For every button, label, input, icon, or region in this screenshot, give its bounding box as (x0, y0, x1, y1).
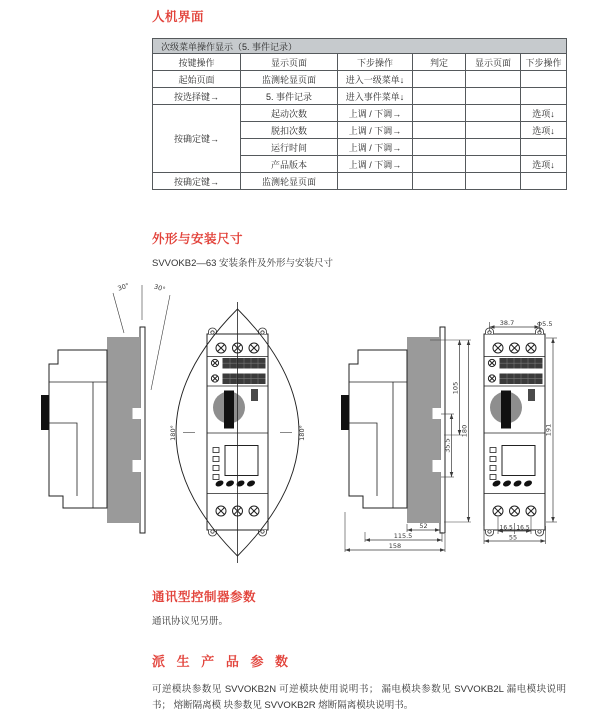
table-cell: 按确定键→ (153, 105, 241, 173)
dim-label: Φ5.5 (537, 320, 553, 328)
table-cell (413, 139, 466, 156)
table-cell (521, 173, 567, 190)
table-cell: 脱扣次数 (241, 122, 338, 139)
section-title-comm-params: 通讯型控制器参数 (152, 590, 257, 604)
table-cell (466, 105, 521, 122)
col-header: 下步操作 (338, 54, 413, 71)
table-cell (466, 88, 521, 105)
angle-label: 180° (169, 425, 177, 441)
table-cell: 上调 / 下调→ (338, 122, 413, 139)
dim-label: 55 (508, 533, 518, 542)
table-cell: 起动次数 (241, 105, 338, 122)
comm-protocol-note: 通讯协议见另册。 (152, 616, 229, 627)
dim-label: 158 (388, 542, 402, 550)
table-cell: 产品版本 (241, 156, 338, 173)
derived-products-paragraph: 可逆模块参数见 SVVOKB2N 可逆模块使用说明书； 漏电模块参数见 SVVOKB2L 漏电模块说明书； 熔断隔离模 块参数见 SVVOKB2R 熔断隔离模块说明书。 (152, 684, 566, 711)
table-cell (521, 71, 567, 88)
figure-side-view-dimensioned (341, 327, 471, 552)
table-cell (413, 122, 466, 139)
dim-label: 115.5 (393, 532, 413, 540)
table-cell (413, 105, 466, 122)
table-cell (466, 71, 521, 88)
table-row (153, 173, 567, 190)
angle-label: 30° (116, 281, 131, 293)
table-row (153, 71, 567, 88)
table-cell: 进入事件菜单↓ (338, 88, 413, 105)
dim-label: 38.7 (499, 319, 515, 327)
dim-label: 105 (451, 381, 460, 395)
section-title-hmi: 人机界面 (152, 10, 205, 24)
table-cell: 上调 / 下调→ (338, 105, 413, 122)
figure-front-view-rotation (169, 302, 306, 563)
col-header: 下步操作 (521, 54, 567, 71)
dim-label: 191 (544, 423, 553, 437)
table-cell: 选项↓ (521, 105, 567, 122)
table-cell (466, 156, 521, 173)
dim-label: 16.5 (499, 524, 513, 532)
table-cell: 按确定键→ (153, 173, 241, 190)
angle-label: 30° (152, 282, 167, 294)
table-header-row (153, 54, 567, 71)
table-cell: 按选择键→ (153, 88, 241, 105)
table-cell: 监测轮显页面 (241, 173, 338, 190)
table-cell: 上调 / 下调→ (338, 139, 413, 156)
dim-label: 180 (460, 424, 469, 438)
table-cell: 选项↓ (521, 156, 567, 173)
dimensions-subtitle: SVVOKB2—63 安装条件及外形与安装尺寸 (152, 258, 334, 269)
table-cell: 起始页面 (153, 71, 241, 88)
table-cell: 监测轮显页面 (241, 71, 338, 88)
table-cell: 5. 事件记录 (241, 88, 338, 105)
table-cell: 上调 / 下调→ (338, 156, 413, 173)
col-header: 显示页面 (466, 54, 521, 71)
table-cell: 选项↓ (521, 122, 567, 139)
table-title-row (153, 39, 567, 54)
dim-label: 16.5 (516, 524, 530, 532)
table-row (153, 88, 567, 105)
dim-label: 52 (419, 522, 428, 530)
table-cell (521, 88, 567, 105)
table-title: 次级菜单操作显示（5. 事件记录） (153, 39, 567, 54)
figure-front-view-dimensioned (484, 319, 557, 544)
dim-label: 35.5 (443, 438, 452, 453)
table-cell (413, 156, 466, 173)
col-header: 判定 (413, 54, 466, 71)
table-cell (338, 173, 413, 190)
table-cell (413, 88, 466, 105)
table-cell (466, 139, 521, 156)
figure-side-view-tilt (41, 282, 170, 533)
table-cell (466, 122, 521, 139)
section-title-derived-products: 派 生 产 品 参 数 (152, 654, 293, 669)
table-row (153, 105, 567, 122)
table-cell (413, 173, 466, 190)
angle-label: 180° (298, 425, 306, 441)
table-cell (521, 139, 567, 156)
col-header: 按键操作 (153, 54, 241, 71)
section-title-dimensions: 外形与安装尺寸 (152, 232, 244, 246)
installation-drawings (0, 280, 600, 580)
table-cell (466, 173, 521, 190)
table-cell: 运行时间 (241, 139, 338, 156)
table-cell (413, 71, 466, 88)
col-header: 显示页面 (241, 54, 338, 71)
submenu-operation-table (152, 38, 567, 190)
table-cell: 进入一级菜单↓ (338, 71, 413, 88)
